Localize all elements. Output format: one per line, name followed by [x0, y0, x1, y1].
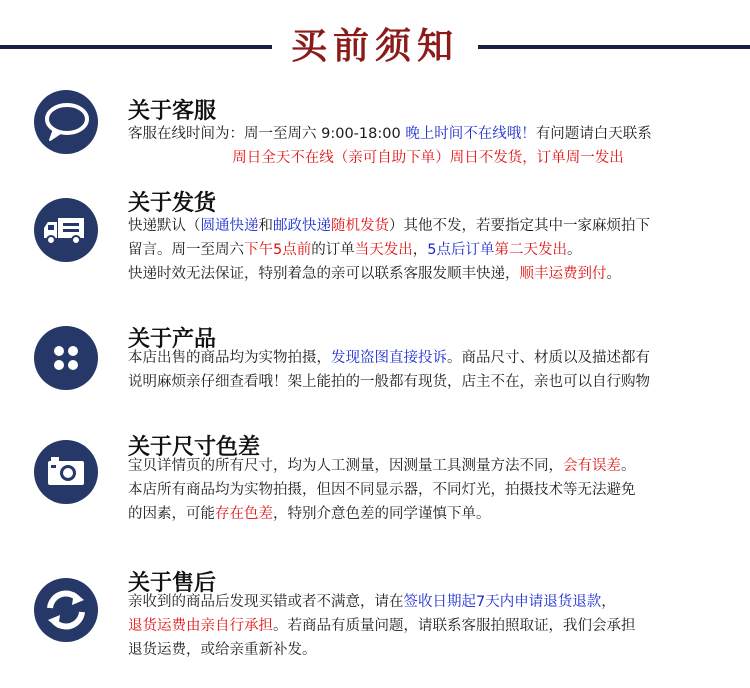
- refresh-arrows-icon: [34, 578, 98, 642]
- highlight-text: 晚上时间不在线哦！: [405, 126, 536, 142]
- header-divider-right: [478, 45, 750, 49]
- text: 说明麻烦亲仔细查看哦！架上能拍的一般都有现货，店主不在，亲也可以自行购物: [128, 374, 650, 390]
- highlight-text: 签收日期起7天内申请退货退款: [403, 594, 602, 610]
- highlight-text: 周日全天不在线（亲可自助下单）周日不发货，订单周一发出: [232, 150, 624, 166]
- text: 本店出售的商品均为实物拍摄，: [128, 350, 331, 366]
- text: 和: [258, 218, 273, 234]
- highlight-text: 随机发货: [331, 218, 389, 234]
- section-body: [128, 122, 728, 170]
- text: 本店所有商品均为实物拍摄，但因不同显示器，不同灯光，拍摄技术等无法避免: [128, 482, 636, 498]
- highlight-text: 当天发出: [354, 242, 413, 258]
- text: ，: [412, 242, 428, 258]
- highlight-text: 第二天发出: [494, 242, 567, 258]
- section-title: 关于产品: [128, 327, 217, 352]
- text: 亲收到的商品后发现买错或者不满意，请在: [128, 594, 404, 610]
- text: 。: [606, 266, 621, 282]
- text: 。: [621, 458, 636, 474]
- speech-bubble-icon: [34, 90, 98, 154]
- header: [0, 0, 750, 90]
- highlight-text: 邮政快递: [273, 218, 331, 234]
- text: 客服在线时间为：周一至周六 9:00-18:00: [128, 126, 406, 142]
- text: ，特别介意色差的同学谨慎下单。: [273, 506, 491, 522]
- section-body: [128, 590, 728, 662]
- highlight-text: 退货运费由亲自行承担: [128, 618, 273, 634]
- section-body: [128, 454, 728, 526]
- text: 的订单: [311, 242, 355, 258]
- highlight-text: 圆通快递: [200, 218, 259, 234]
- header-divider-left: [0, 45, 272, 49]
- section-title: 关于发货: [128, 191, 217, 216]
- text: ，: [601, 594, 616, 610]
- section-title: 关于售后: [128, 571, 217, 596]
- highlight-text: 存在色差: [215, 506, 273, 522]
- section-title: 关于尺寸色差: [128, 435, 261, 460]
- text: 宝贝详情页的所有尺寸，均为人工测量，因测量工具测量方法不同，: [128, 458, 563, 474]
- highlight-text: 发现盗图直接投诉: [331, 350, 447, 366]
- section-title: 关于客服: [128, 99, 217, 124]
- highlight-text: 会有误差: [563, 458, 621, 474]
- section-body: [128, 346, 728, 394]
- text: 。商品尺寸、材质以及描述都有: [447, 350, 650, 366]
- text: ）其他不发，若要指定其中一家麻烦拍下: [389, 218, 650, 234]
- text: 。: [566, 242, 582, 258]
- delivery-truck-icon: [34, 198, 98, 262]
- text: 退货运费，或给亲重新补发。: [128, 642, 317, 658]
- text: 快递默认（: [128, 218, 201, 234]
- button-icon: [34, 326, 98, 390]
- text: 留言。周一至周六: [128, 242, 244, 258]
- highlight-text: 顺丰运费到付: [519, 266, 607, 282]
- text: 快递时效无法保证，特别着急的亲可以联系客服发顺丰快递，: [128, 266, 520, 282]
- text: 。若商品有质量问题，请联系客服拍照取证，我们会承担: [273, 618, 636, 634]
- camera-icon: [34, 440, 98, 504]
- page-title: 买前须知: [290, 25, 459, 67]
- text: 有问题请白天联系: [535, 126, 652, 142]
- section-body: [128, 214, 728, 286]
- highlight-text: 下午5点前: [244, 242, 312, 258]
- text: 的因素，可能: [128, 506, 215, 522]
- highlight-text: 5点后订单: [427, 242, 495, 258]
